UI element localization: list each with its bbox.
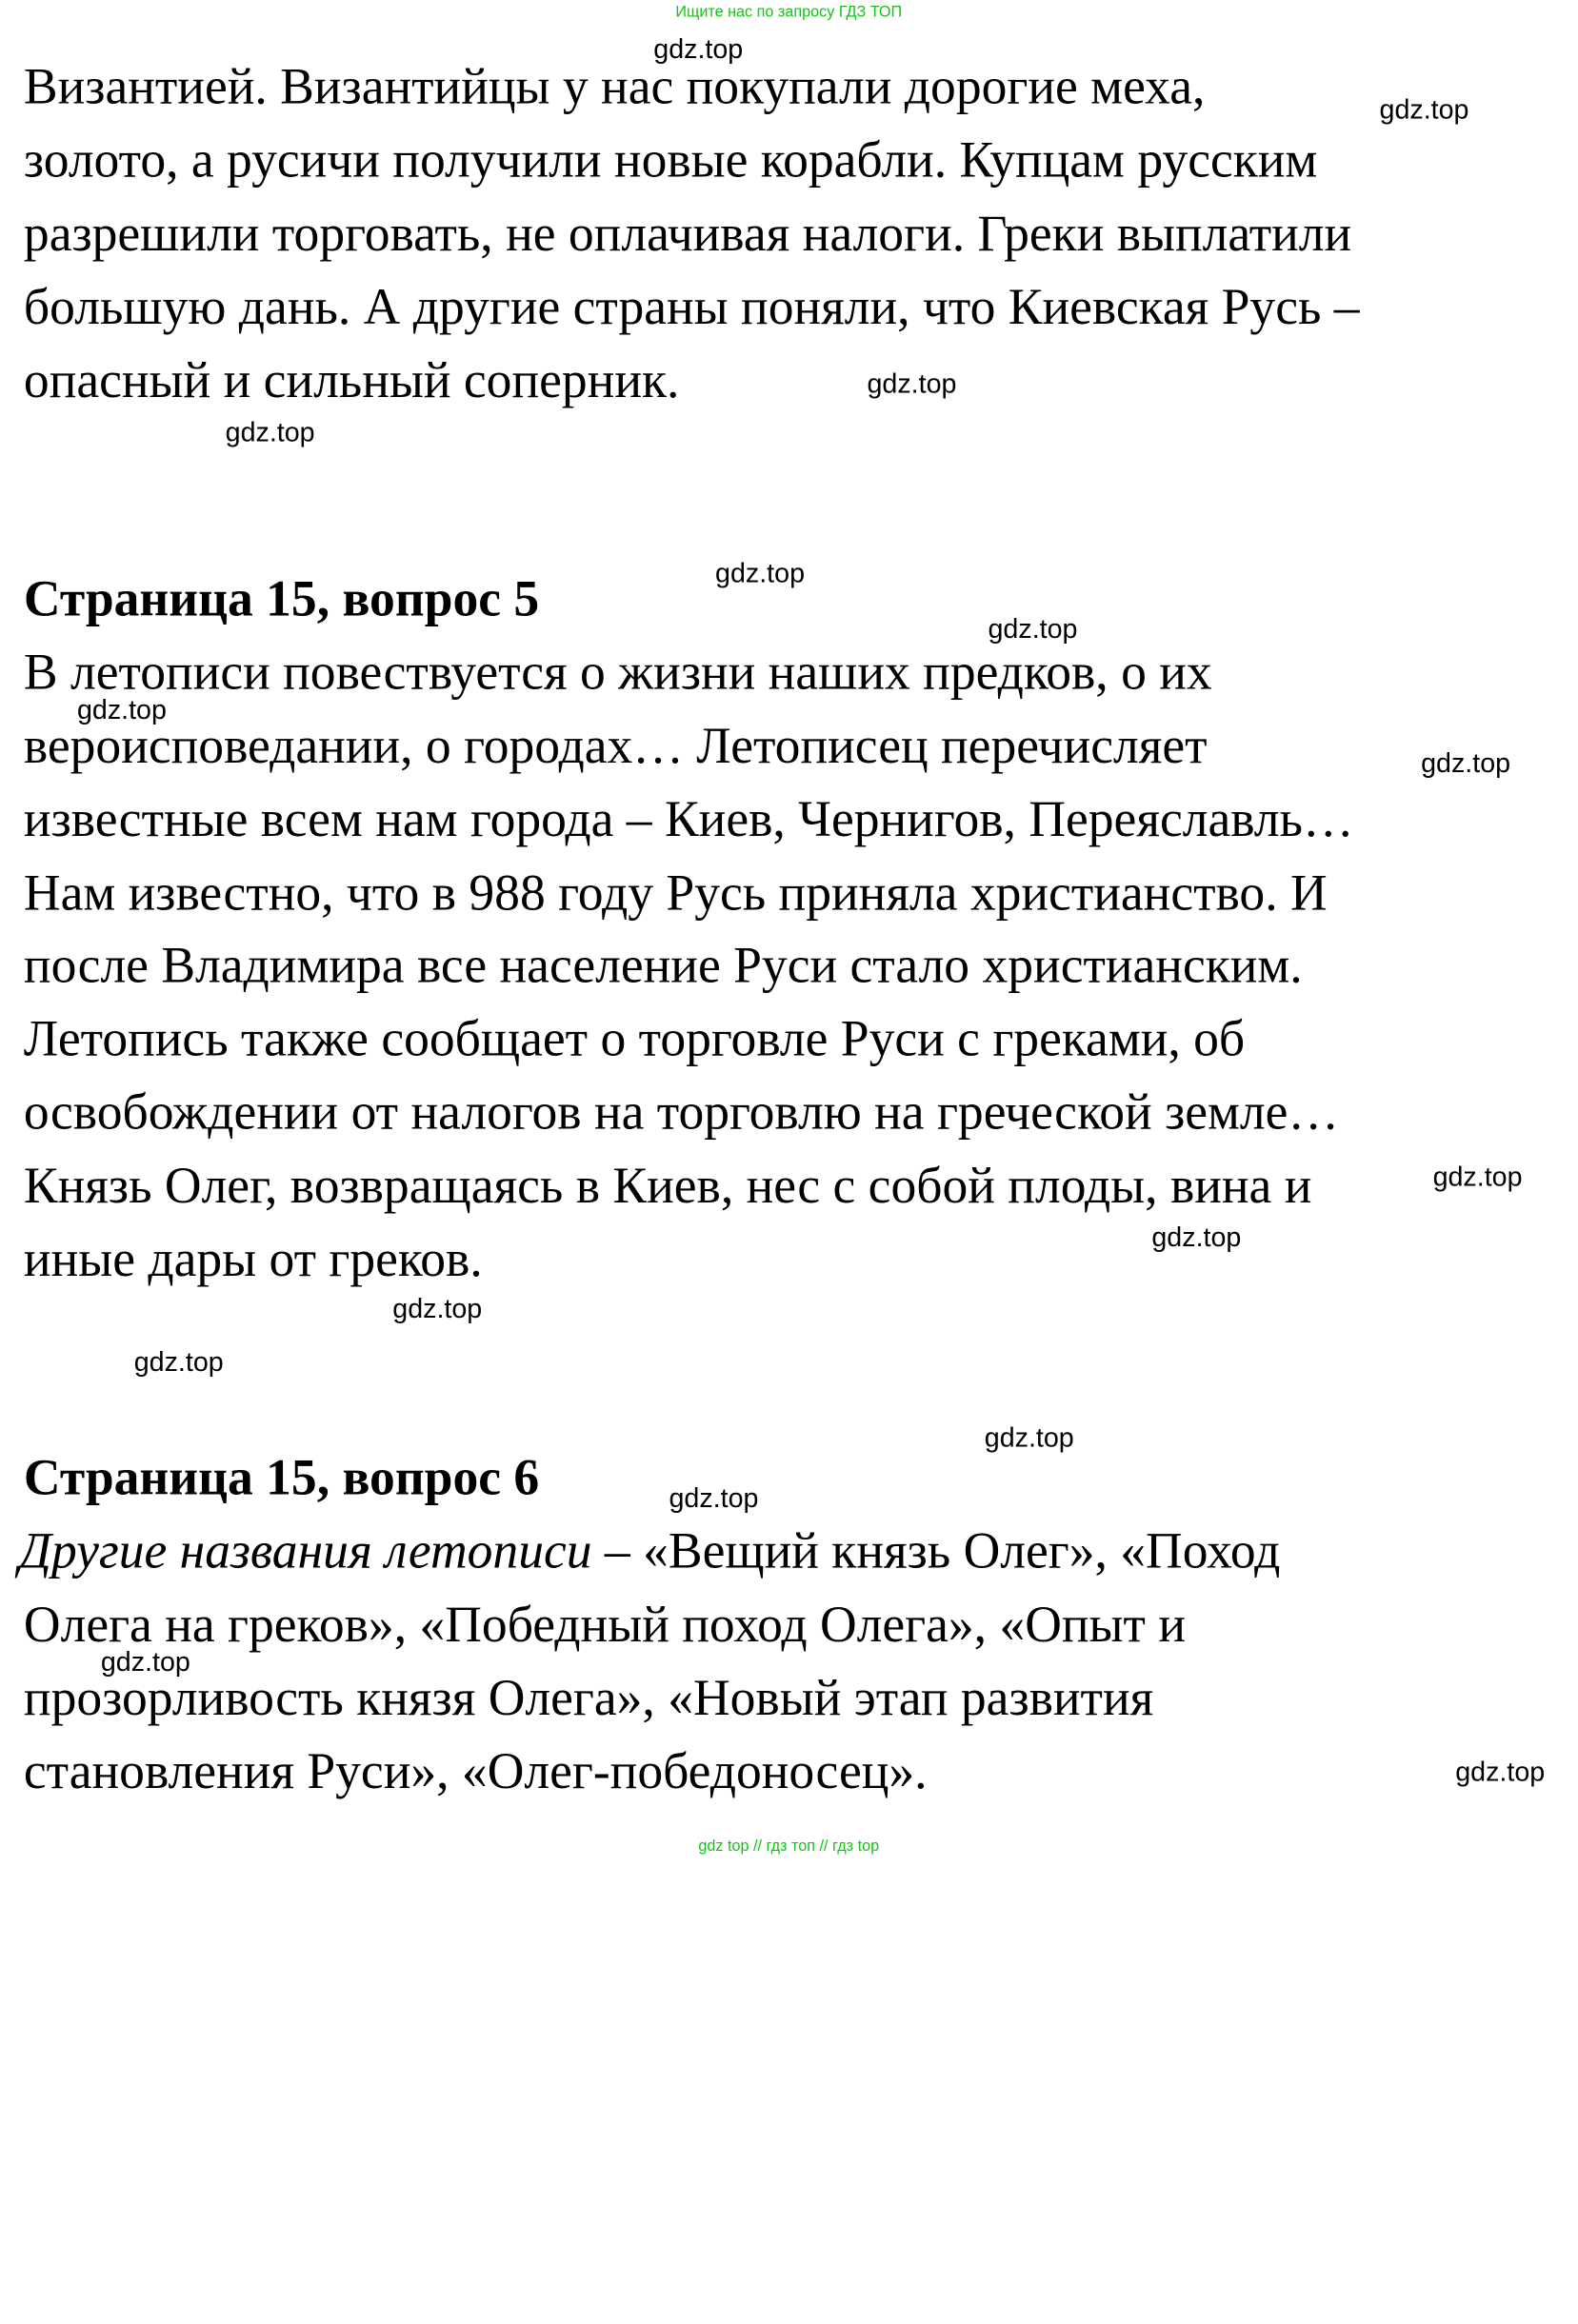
heading-question-6: Страница 15, вопрос 6	[23, 1450, 540, 1506]
watermark: gdz.top	[988, 612, 1078, 645]
watermark: gdz.top	[867, 367, 957, 399]
watermark: gdz.top	[133, 1345, 224, 1378]
q5-line-5: после Владимира все население Руси стало христианским.	[23, 938, 1303, 994]
intro-line-2: золото, а русичи получили новые корабли. Купцам русским	[23, 132, 1318, 189]
q5-line-9: иные дары от греков.	[23, 1232, 483, 1288]
watermark: gdz.top	[225, 416, 315, 447]
top-banner: Ищите нас по запросу ГДЗ ТОП	[675, 2, 903, 21]
watermark: gdz.top	[1432, 1161, 1523, 1192]
footer-banner: gdz top // гдз топ // гдз top	[698, 1837, 880, 1855]
watermark: gdz.top	[669, 1481, 759, 1514]
watermark: gdz.top	[76, 693, 167, 725]
q5-line-4: Нам известно, что в 988 году Русь приняла христианство. И	[23, 865, 1328, 922]
watermark: gdz.top	[100, 1645, 190, 1678]
q5-line-7: освобождении от налогов на торговлю на греческой земле…	[23, 1084, 1339, 1142]
intro-line-4: большую дань. А другие страны поняли, что Киевская Русь –	[23, 279, 1360, 336]
watermark: gdz.top	[1421, 746, 1511, 779]
q6-line-1-rest: – «Вещий князь Олег», «Поход	[591, 1523, 1281, 1580]
q5-line-8: Князь Олег, возвращаясь в Киев, нес с собой плоды, вина и	[23, 1158, 1312, 1215]
intro-line-1: Византией. Византийцы у нас покупали дорогие меха,	[23, 59, 1206, 115]
intro-line-5: опасный и сильный соперник.	[23, 353, 680, 409]
watermark: gdz.top	[653, 32, 744, 65]
watermark: gdz.top	[984, 1421, 1074, 1453]
q5-line-3: известные всем нам города – Киев, Чернигов, Переяславль…	[23, 791, 1354, 848]
q6-line-2: Олега на греков», «Победный поход Олега», «Опыт и	[23, 1597, 1186, 1654]
q6-line-4: становления Руси», «Олег-победоносец».	[23, 1744, 928, 1800]
q6-line-1-italic: Другие названия летописи	[18, 1523, 592, 1580]
q6-line-3: прозорливость князя Олега», «Новый этап развития	[23, 1670, 1154, 1727]
intro-line-3: разрешили торговать, не оплачивая налоги. Греки выплатили	[23, 206, 1352, 263]
heading-question-5: Страница 15, вопрос 5	[23, 571, 540, 627]
watermark: gdz.top	[715, 557, 806, 588]
q6-line-1	[18, 1523, 1281, 1580]
q5-line-2: вероисповедании, о городах… Летописец перечисляет	[23, 718, 1208, 775]
q5-line-6: Летопись также сообщает о торговле Руси с греками, об	[23, 1011, 1246, 1067]
watermark: gdz.top	[1151, 1221, 1242, 1253]
watermark: gdz.top	[1379, 93, 1469, 125]
q5-line-1: В летописи повествуется о жизни наших предков, о их	[23, 645, 1212, 702]
watermark: gdz.top	[1455, 1756, 1546, 1787]
watermark: gdz.top	[392, 1292, 483, 1323]
